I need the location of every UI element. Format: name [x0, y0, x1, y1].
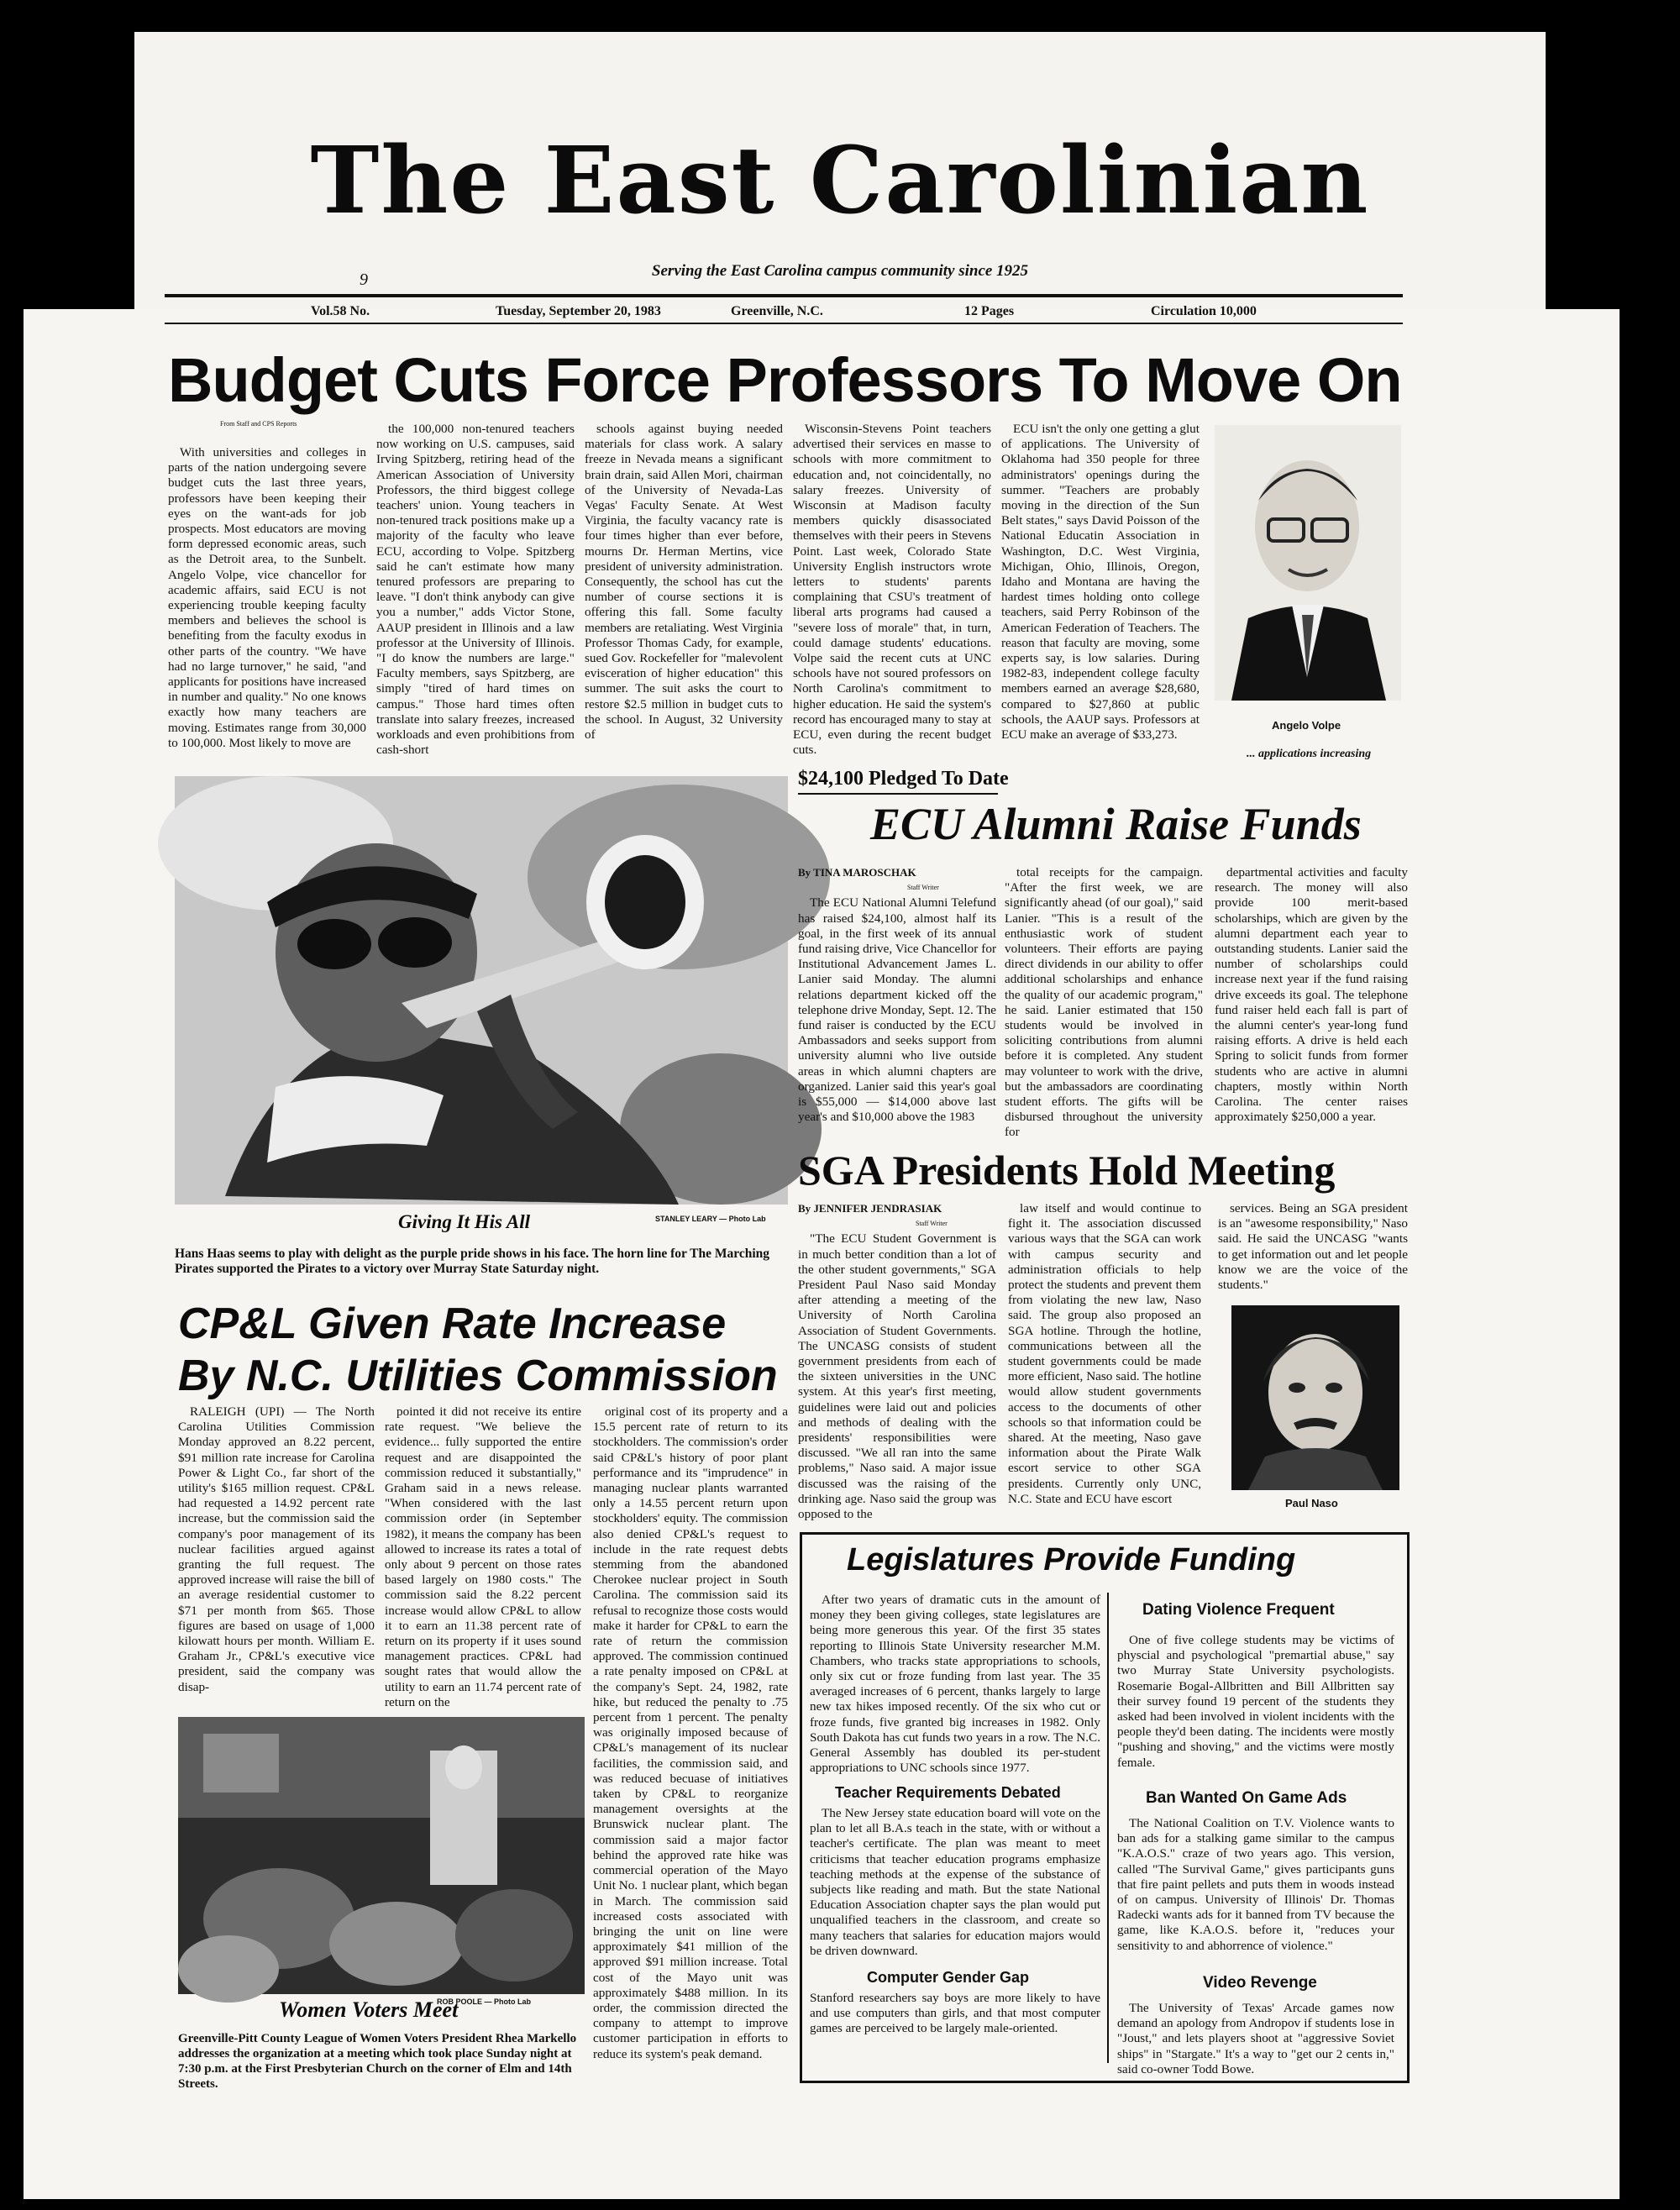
gender-gap-head: Computer Gender Gap [867, 1969, 1030, 1986]
naso-portrait-icon [1231, 1305, 1399, 1490]
cpl-headline-line-2: By N.C. Utilities Commission [178, 1352, 778, 1400]
naso-photo-name: Paul Naso [1285, 1497, 1338, 1509]
gender-text: Stanford researchers say boys are more likely to have and use computers than girls, and that most computer games are perceived to be largely male-oriented. [810, 1991, 1100, 2036]
cpl-column-3 [593, 1404, 788, 2061]
sga-byline: By JENNIFER JENDRASIAK [798, 1202, 942, 1215]
dating-violence-head: Dating Violence Frequent [1142, 1601, 1335, 1619]
circulation: Circulation 10,000 [1151, 304, 1257, 318]
newspaper-tagline: Serving the East Carolina campus community since 1925 [651, 262, 1029, 280]
dating-text: One of five college students may be victims of physcial and psychological "premartial abuse," say two Murray State University psychologists. Rosemarie Bogal-Allbritten and Bill Allbritten say their survey found 19 percent of the students they asked had been involved in violent incidents with the people they'd been dating. The incidents were mostly "pushing and shoving," and the victims were mostly female. [1117, 1633, 1394, 1770]
newspaper-title: The East Carolinian [310, 126, 1370, 234]
budget-text: schools against buying needed materials for class work. A salary freeze in Nevada means a significant brain drain, said Allen Mori, chairman of the University of Nevada-Las Vegas' Faculty Senate. At West Virginia, the faculty vacancy rate is four times higher than ever before, mourns Dr. Herman Mertins, vice president of university administration. Consequently, the school has cut the number of course sections it is offering this fall. Some faculty members are retaliating. West Virginia Professor Thomas Cady, for example, sued Gov. Rockefeller for "malevolent evisceration of higher education" this summer. The suit asks the court to restore $2.5 million in budget cuts to the school. In August, 32 University of [585, 422, 783, 743]
budget-headline: Budget Cuts Force Professors To Move On [168, 345, 1402, 415]
trumpet-player-photo [175, 776, 788, 1205]
budget-text: Wisconsin-Stevens Point teachers advertised their services en masse to schools with more commitment to education and, not coincidentally, no salary freezes. University of Wisconsin at Madison faculty members quickly disassociated themselves with their peers in Stevens Point. Last week, Colorado State University English instructors wrote letters to students' parents complaining that CSU's treatment of liberal arts programs had caused a "severe loss of morale" that, in turn, could damage students' educations. Volpe said the recent cuts at UNC schools have not soured professors on North Carolina's commitment to higher education. He said the system's record has encouraged many to stay at ECU, even during the recent budget cuts. [793, 422, 991, 758]
voters-photo-caption: Greenville-Pitt County League of Women Voters President Rhea Markello addresses the organization at a meeting which took place Sunday night at 7:30 p.m. at the First Presbyterian Church on the corner of Elm and 14th Streets. [178, 2032, 577, 2091]
dating-violence-text [1117, 1633, 1394, 1784]
teacher-text: The New Jersey state education board will vote on the plan to let all B.A.s teach in the state, with or without a teacher's certificate. The plan was meant to meet criticisms that teacher education programs emphasize teaching methods at the expense of the substance of subjects like reading and math. But the state National Education Association chapter says the plan would put unqualified teachers in the classroom, and create so many teachers that salaries for education majors would be driven downward. [810, 1806, 1100, 1958]
teacher-requirements-head: Teacher Requirements Debated [835, 1784, 1061, 1801]
alumni-text: departmental activities and faculty research. The money will also provide 100 merit-based scholarships, which are given by the alumni department each year to outstanding students. Lanier said the number of scholarships could increase next year if the fund raising drive exceeds its goal. The telephone fund raiser held each fall is part of the alumni center's year-long fund raising efforts. A drive is held each Spring to solicit funds from former students who are active in alumni chapters, mostly within North Carolina. The center raises approximately $250,000 a year. [1215, 865, 1408, 1125]
sga-column-3 [1218, 1201, 1408, 1302]
budget-column-2 [376, 422, 575, 766]
trumpet-photo-caption: Hans Haas seems to play with delight as the purple pride shows in his face. The horn line for The Marching Pirates supported the Pirates to a victory over Murray State Saturday night. [175, 1247, 770, 1276]
angelo-volpe-photo [1215, 425, 1401, 701]
issue-date: Tuesday, September 20, 1983 [496, 304, 661, 318]
sga-column-1 [798, 1201, 996, 1530]
sga-byline-role: Staff Writer [916, 1220, 948, 1228]
video-revenge-head: Video Revenge [1203, 1974, 1317, 1992]
alumni-headline: ECU Alumni Raise Funds [870, 799, 1362, 849]
cpl-column-1 [178, 1404, 375, 1714]
budget-source: From Staff and CPS Reports [220, 420, 297, 428]
cpl-column-2 [385, 1404, 581, 1709]
legislatures-headline: Legislatures Provide Funding [847, 1542, 1296, 1577]
women-voters-photo [178, 1717, 585, 1994]
cpl-text: pointed it did not receive its entire rate request. "We believe the evidence... fully supported the entire request and are disappointed the commission reduced it substantially," Graham said in a news release. "When considered with the last commission order (in September 1982), it means the company has been allowed to increase its rates a total of only about 9 percent on those rates based largely on 1980 costs." The commission said the 8.22 percent increase would allow CP&L to allow it to earn an 11.38 percent rate of return on its property if it uses sound management practices. CP&L had sought rates that would allow the utility to earn an 11.74 percent rate of return on the [385, 1404, 581, 1709]
budget-text: With universities and colleges in parts of the nation undergoing severe budget cuts the last three years, professors have been keeping their eyes on the want-ads for job prospects. Most educators are moving form depressed economic areas, such as the Detroit area, to the Sunbelt. Angelo Volpe, vice chancellor for academic affairs, said ECU is not experiencing trouble keeping faculty members and believes the school is benefiting from the faculty exodus in other parts of the country. "We have had no large turnover," he said, "and applicants for positions have increased in number and quality." No one knows exactly how many teachers are moving. Estimates range from 30,000 to 100,000. Most likely to move are [168, 445, 366, 750]
alumni-kicker-rule [798, 793, 998, 795]
legislatures-main-text [810, 1593, 1100, 1777]
cpl-text: RALEIGH (UPI) — The North Carolina Utilities Commission Monday approved an 8.22 percent, $91 million rate increase for Carolina Power & Light Co., far short of the utility's $165 million request. CP&L had requested a 14.92 percent rate increase, but the commission said the company's poor management of its nuclear facilities argued against granting the full request. The approved increase will raise the bill of an average residential customer to $71 per month from $65. Those figures are based on usage of 1,000 kilowatt hours per month. William E. Graham Jr., CP&L's executive vice president, said the company was disap- [178, 1404, 375, 1694]
sga-headline: SGA Presidents Hold Meeting [798, 1147, 1336, 1194]
sga-text: law itself and would continue to fight it. The association discussed various ways that the SGA can work with campus security and administration officials to help protect the students and prevent them from violating the new law, Naso said. The group also proposed an SGA hotline. Through the hotline, communications between all the student governments could be made more efficient, Naso said. The hotline would allow student governments access to the documents of other schools so that information could be shared. At the meeting, Naso gave information about the Pirate Walk escort service to other SGA presidents. Currently only UNC, N.C. State and ECU have escort [1008, 1201, 1201, 1506]
video-text: The University of Texas' Arcade games now demand an apology from Andropov if students lose in "Joust," and lets players shoot at "aggressive Soviet ships" in "Stargate." It's a way to "get our 2 cents in," said co-owner Todd Bowe. [1117, 2001, 1394, 2076]
game-ads-text [1117, 1816, 1394, 1967]
budget-column-3 [585, 422, 783, 766]
cpl-text: original cost of its property and a 15.5 percent rate of return to its stockholders. The commission's order said CP&L's history of poor plant performance and its "imprudence" in managing nuclear plants warranted only a 14.55 percent return upon stockholders' equity. The commission also denied CP&L's request to include in the rate request debts stemming from the abandoned Cherokee nuclear project in South Carolina. The commission said its refusal to recognize those costs would make it harder for CP&L to earn the rate of return the commission approved. The commission continued a rate penalty imposed on CP&L at the company's Sept. 24, 1982, rate hike, but reduced the penalty to .75 percent from 1 percent. The penalty was originally imposed because of CP&L's management of its nuclear facilities, the commission said, and was reduced becuase of initiatives taken by CP&L to reorganize management oversights at the Brunswick nuclear plant. The commission said a major factor behind the approved rate hike was commercial operation of the Mayo Unit No. 1 nuclear plant, which began in March. The commission said increased costs associated with bringing the unit on line were approximately $41 million of the approved $91 million increase. Total cost of the Mayo unit was approximately $488 million. In its order, the commission directed the company to attempt to improve customer participation in efforts to reduce its system's peak demand. [593, 1404, 788, 2061]
trumpet-photo-credit: STANLEY LEARY — Photo Lab [655, 1215, 766, 1223]
cpl-headline-line-1: CP&L Given Rate Increase [178, 1299, 727, 1348]
issue-location: Greenville, N.C. [731, 304, 823, 318]
alumni-text: total receipts for the campaign. "After the first week, we are significantly ahead (of our goal)," said Lanier. "This is a result of the enthusiastic work of student volunteers. Their efforts are paying direct dividends in our ability to offer additional scholarships and enhance the quality of our academic program," he said. Lanier estimated that 150 students would be involved in soliciting contributions from alumni before it is completed. Any student may volunteer to work with the drive, but the ambassadors are coordinating student efforts. The gifts will be disbursed throughout the university for [1005, 865, 1203, 1140]
volpe-photo-caption: ... applications increasing [1247, 748, 1372, 760]
budget-text: the 100,000 non-tenured teachers now working on U.S. campuses, said Irving Spitzberg, retiring head of the American Association of University Professors, the third biggest college teachers' union. Young teachers in non-tenured track positions make up a majority of the faculty who leave ECU, according to Volpe. Spitzberg said he can't estimate how many tenured professors are preparing to leave. "I don't think anybody can give you a number," adds Victor Stone, AAUP president in Illinois and a law professor at the University of Illinois. "I do know the numbers are large." Faculty members, says Spitzberg, are simply "tired of hard times on campus." Those hard times often translate into salary freezes, increased workloads and even prohibitions from cash-short [376, 422, 575, 758]
trumpet-photo-headline: Giving It His All [398, 1211, 530, 1232]
legislatures-text: After two years of dramatic cuts in the amount of money they been giving colleges, state legislatures are being more generous this year. Of the first 35 states reporting to Illinois State University researcher M.M. Chambers, who tracks state appropriations to schools, only six cut or froze funding from last year. The 35 averaged increases of 6 percent, thanks largely to large new tax hikes imposed recently. Of the six who cut or froze funds, five granted big increases in 1982. Only South Dakota has cut funds two years in a row. The N.C. General Assembly has doubled its per-student appropriations to UNC schools since 1977. [810, 1593, 1100, 1776]
video-revenge-text [1117, 2001, 1394, 2076]
budget-text: ECU isn't the only one getting a glut of applications. The University of Oklahoma had 350 people for three administrators' openings during the summer. "Teachers are probably moving in the direction of the Sun Belt states," says David Poisson of the National Educatin Association in Washington, D.C. West Virginia, Michigan, Ohio, Illinois, Oregon, Idaho and Montana are having the hardest times holding onto college teachers, said Perry Robinson of the American Federation of Teachers. The reason that faculty are moving, some experts say, is low salaries. During 1982-83, independent college faculty members earned an average $28,680, compared to $27,860 at public schools, the AAUP says. Professors at ECU make an average of $33,273. [1001, 422, 1200, 743]
volpe-portrait-icon [1215, 425, 1401, 701]
sga-column-2 [1008, 1201, 1201, 1530]
voters-photo-credit: ROB POOLE — Photo Lab [437, 1997, 531, 2006]
sga-text: "The ECU Student Government is in much better condition than a lot of the other student governments," SGA President Paul Naso said Monday after attending a meeting of the University of North Carolina Association of Student Governments. The UNCASG consists of student government presidents from each of the sixteen universities in the UNC system. At this year's first meeting, guidelines were laid out and policies and methods of dealing with the presidents' responsibilities were discussed. "We all ran into the same problems," Naso said. A major issue discussed was the raising of the drinking age. Naso said the group was opposed to the [798, 1231, 996, 1522]
paul-naso-photo [1231, 1305, 1399, 1490]
alumni-byline: By TINA MAROSCHAK [798, 866, 916, 879]
meeting-room-icon [178, 1717, 585, 1994]
alumni-text: The ECU National Alumni Telefund has raised $24,100, almost half its goal, in the first week of its annual fund raising drive, Vice Chancellor for Institutional Advancement James L. Lanier said Monday. The alumni relations department kicked off the telephone drive Monday, Sept. 12. The fund raiser is conducted by the ECU Ambassadors and seeks support from university alumni who live outside areas in which alumni chapters are organized. Lanier said this year's goal is $55,000 — $14,000 above last year's and $10,000 above the 1983 [798, 895, 996, 1125]
game-ads-text: The National Coalition on T.V. Violence wants to ban ads for a stalking game similar to the campus "K.A.O.S." craze of two years ago. This version, called "The Survival Game," gives participants guns that fire paint pellets and puts them in woods instead of on campus. University of Illinois' Dr. Thomas Radecki wants ads for it banned from TV because the game, like K.A.O.S. before it, "reduces your sensitivity to and abhorrence of violence." [1117, 1816, 1394, 1953]
voters-photo-headline: Women Voters Meet [279, 1997, 459, 2022]
sga-text: services. Being an SGA president is an "awesome responsibility," Naso said. He said the UNCASG "wants to get information out and let people know we are the voice of the students." [1218, 1201, 1408, 1293]
volume-number: Vol.58 No. [311, 304, 370, 318]
alumni-kicker: $24,100 Pledged To Date [798, 768, 1009, 790]
legislatures-column-divider [1107, 1593, 1109, 2063]
gender-gap-text [810, 1991, 1100, 2068]
budget-column-1 [168, 445, 366, 766]
teacher-requirements-text [810, 1806, 1100, 1967]
volpe-photo-name: Angelo Volpe [1272, 719, 1341, 732]
page-count: 12 Pages [964, 304, 1015, 318]
handwritten-issue-number: 9 [360, 270, 368, 289]
masthead-rule-bottom [165, 323, 1403, 324]
game-ads-head: Ban Wanted On Game Ads [1146, 1789, 1347, 1807]
budget-column-4 [793, 422, 991, 766]
trumpet-player-icon [175, 776, 788, 1205]
budget-column-5 [1001, 422, 1200, 766]
alumni-byline-role: Staff Writer [907, 884, 939, 892]
masthead-rule-top [165, 294, 1403, 297]
